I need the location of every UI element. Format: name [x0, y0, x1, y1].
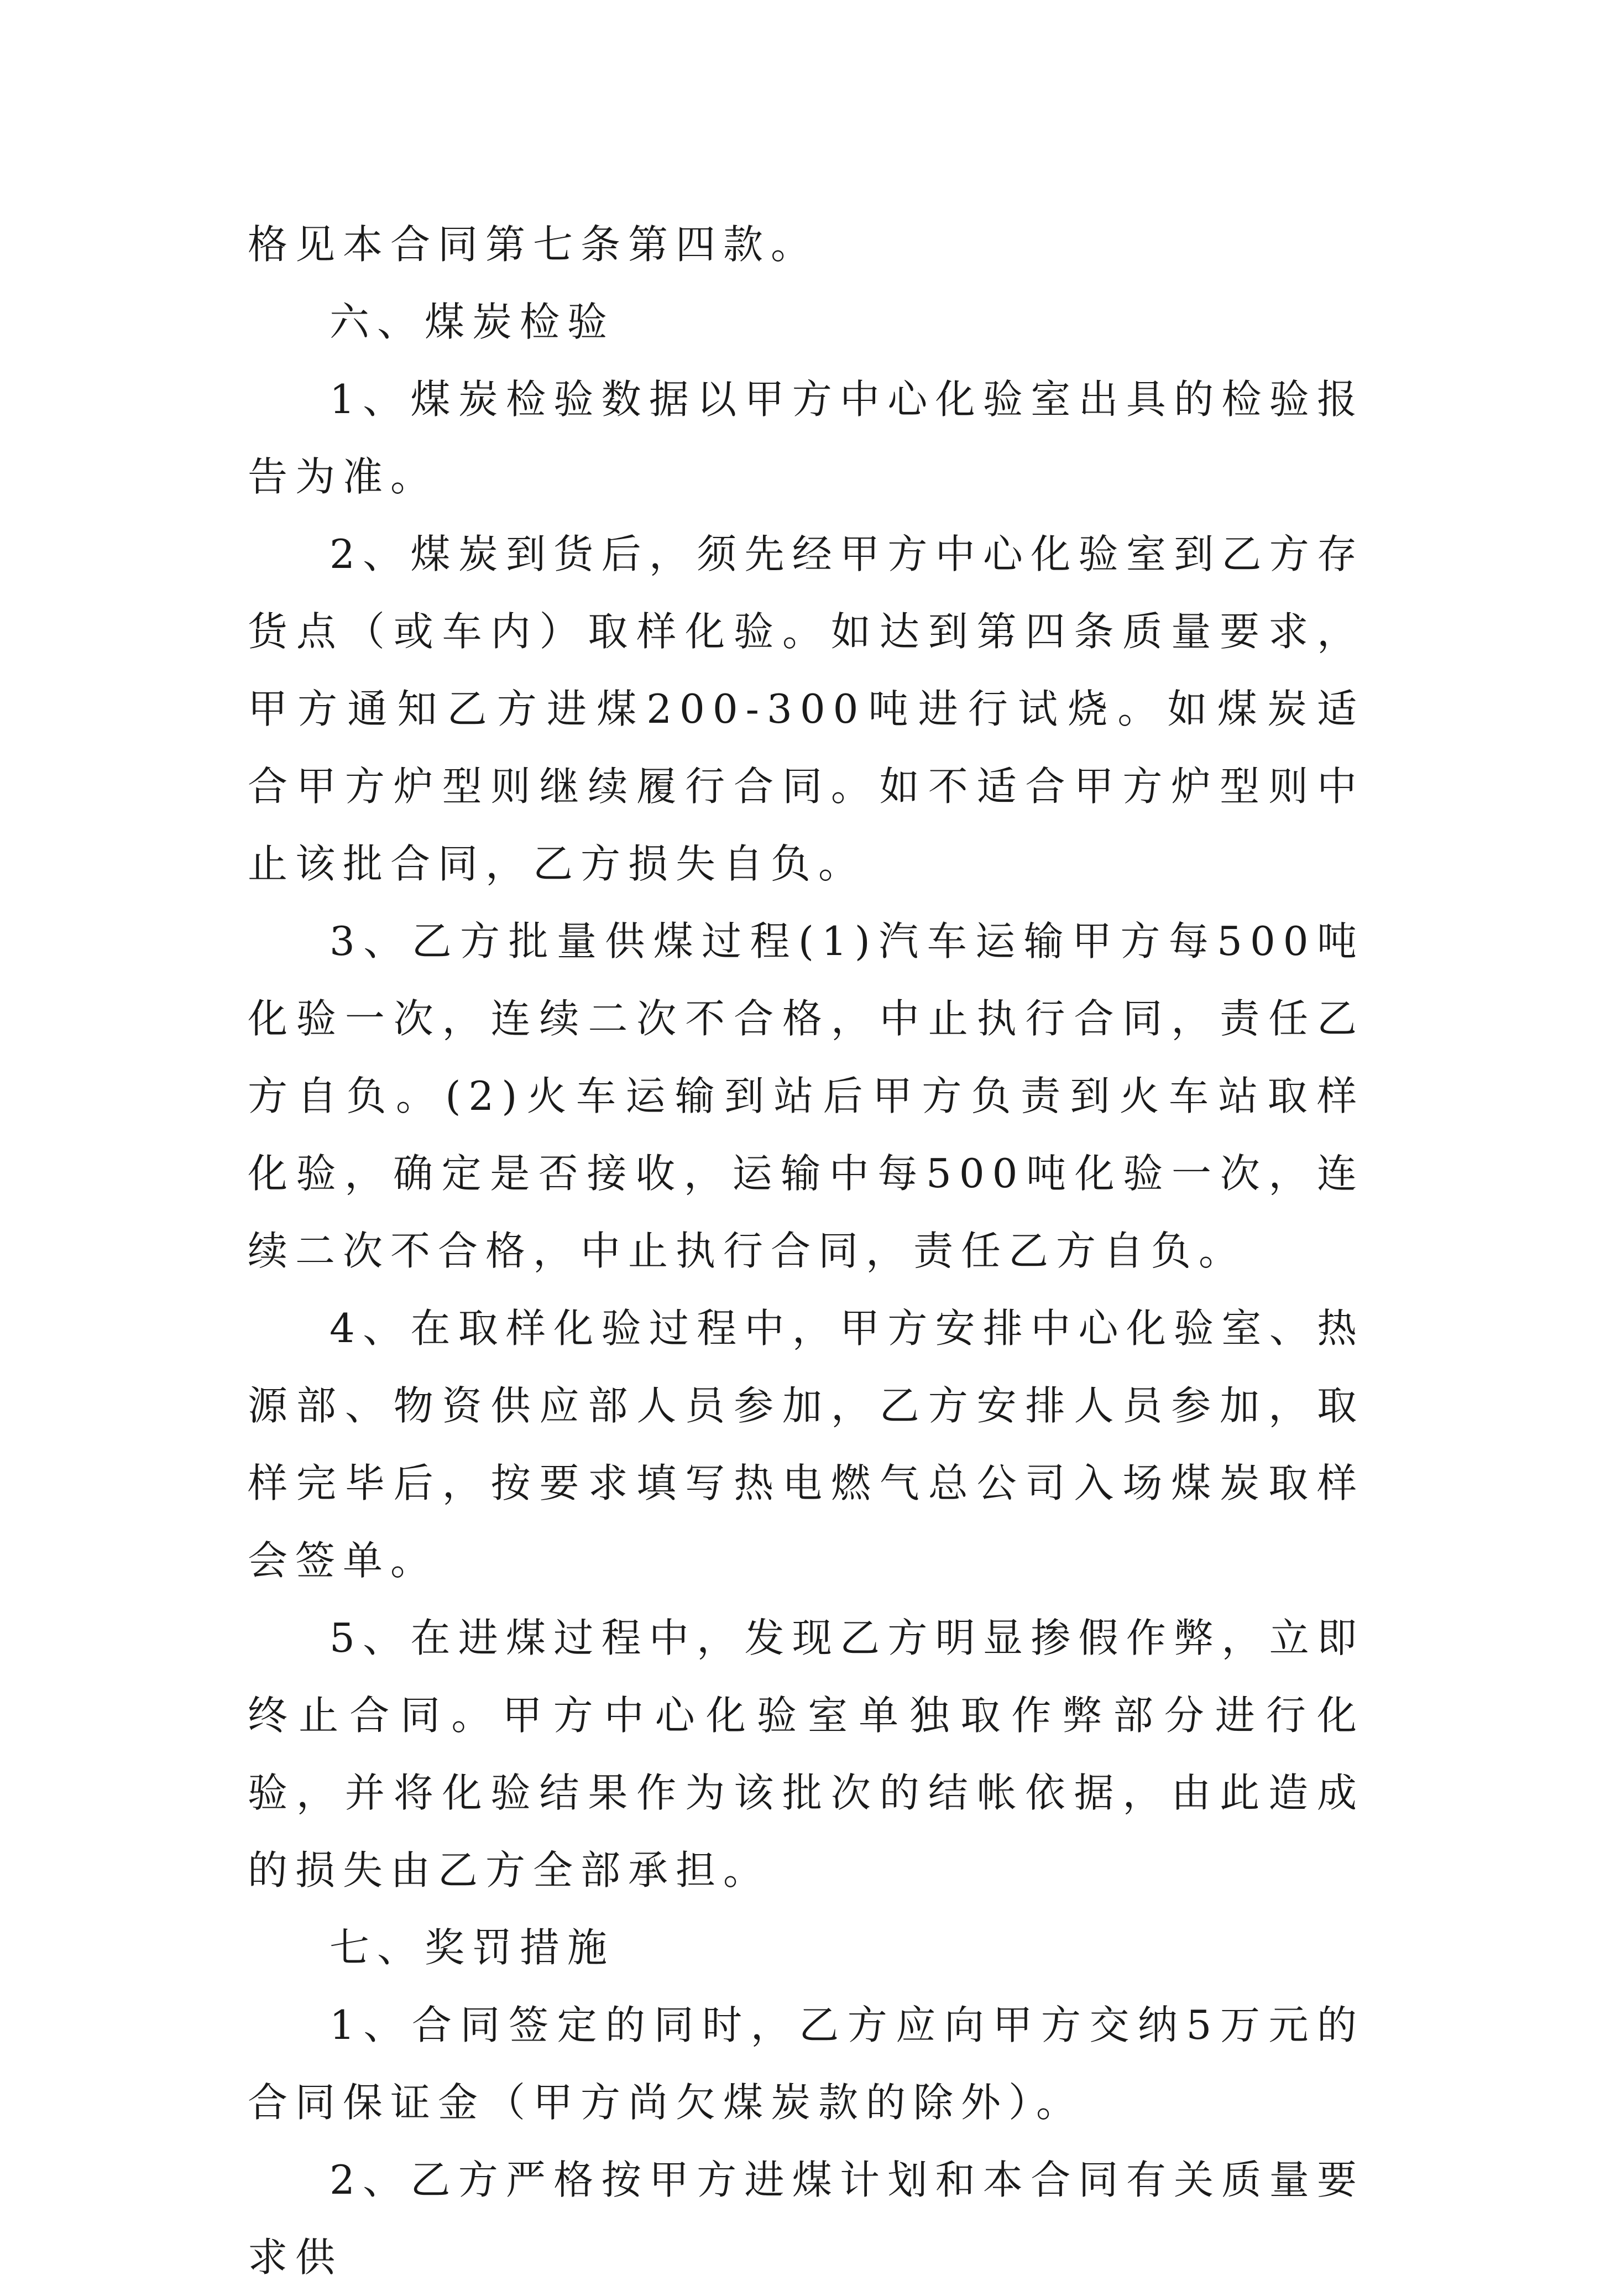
clause-6-4: 4、在取样化验过程中，甲方安排中心化验室、热源部、物资供应部人员参加，乙方安排人员参加，取样完毕后，按要求填写热电燃气总公司入场煤炭取样会签单。 [248, 1305, 1364, 1584]
clause-6-5: 5、在进煤过程中，发现乙方明显掺假作弊，立即终止合同。甲方中心化验室单独取作弊部分进行化验，并将化验结果作为该批次的结帐依据，由此造成的损失由乙方全部承担。 [248, 1615, 1364, 1893]
section-heading-rewards-penalties: 七、奖罚措施 [330, 1924, 615, 1971]
paragraph-continuation: 格见本合同第七条第四款。 [248, 221, 819, 268]
clause-6-3: 3、乙方批量供煤过程(1)汽车运输甲方每500吨化验一次，连续二次不合格，中止执行合同，责任乙方自负。(2)火车运输到站后甲方负责到火车站取样化验，确定是否接收，运输中每500吨化验一次，连续二次不合格，中止执行合同，责任乙方自负。 [248, 918, 1364, 1274]
clause-7-2: 2、乙方严格按甲方进煤计划和本合同有关质量要求供 [248, 2157, 1364, 2281]
clause-6-2: 2、煤炭到货后，须先经甲方中心化验室到乙方存货点（或车内）取样化验。如达到第四条质量要求，甲方通知乙方进煤200-300吨进行试烧。如煤炭适合甲方炉型则继续履行合同。如不适合甲方炉型则中止该批合同，乙方损失自负。 [248, 531, 1364, 887]
section-heading-coal-inspection: 六、煤炭检验 [330, 299, 615, 345]
clause-6-1: 1、煤炭检验数据以甲方中心化验室出具的检验报告为准。 [248, 376, 1364, 500]
document-body [248, 206, 1364, 2296]
clause-7-1: 1、合同签定的同时，乙方应向甲方交纳5万元的合同保证金（甲方尚欠煤炭款的除外）。 [248, 2002, 1364, 2126]
